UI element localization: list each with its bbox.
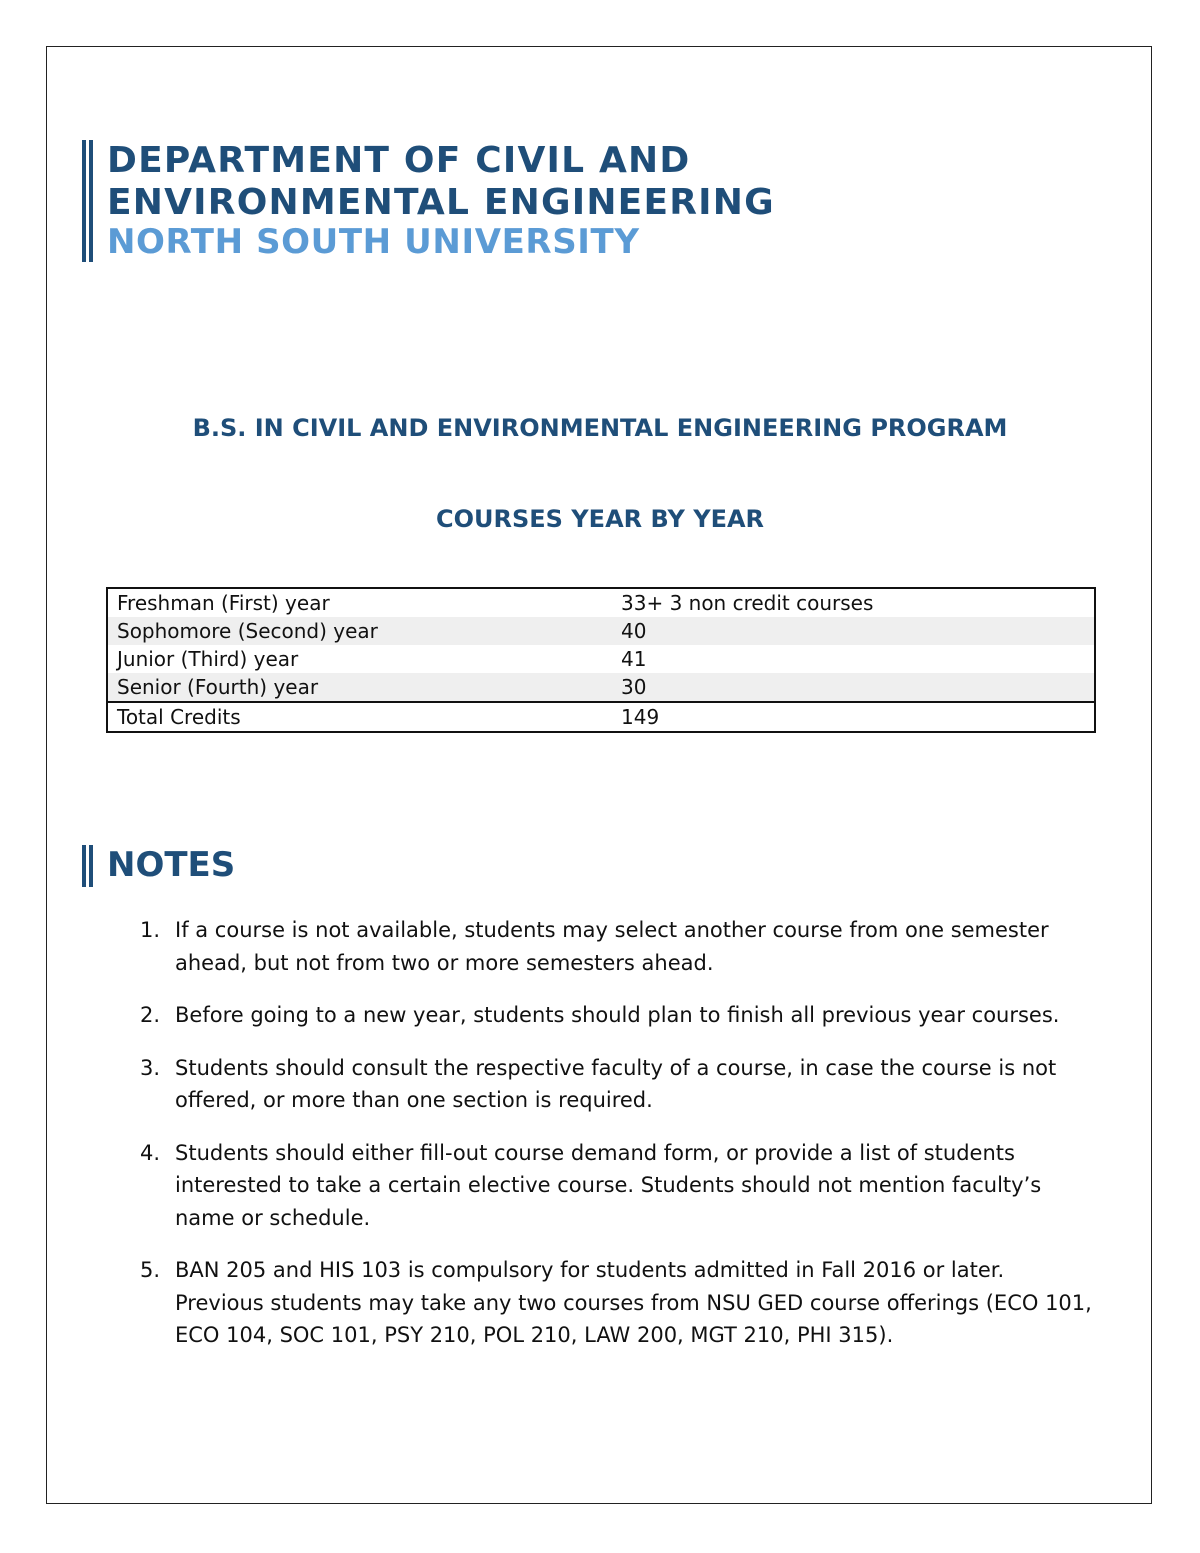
total-label-cell: Total Credits xyxy=(107,702,612,732)
note-text: Students should consult the respective faculty of a course, in case the course is not offered, or more than one section is required. xyxy=(175,1055,1057,1112)
table-row xyxy=(107,617,1095,645)
note-item xyxy=(136,1052,1096,1117)
table-row xyxy=(107,645,1095,673)
notes-heading xyxy=(80,845,480,887)
year-cell: Junior (Third) year xyxy=(117,647,299,671)
credits-cell: 30 xyxy=(612,673,1095,702)
table-row xyxy=(107,588,1095,617)
note-number: 5. xyxy=(140,1258,161,1282)
note-item xyxy=(136,999,1096,1032)
credits-table xyxy=(106,587,1096,733)
notes-title: NOTES xyxy=(107,845,236,885)
note-text: If a course is not available, students may select another course from one semester ahead, but not from two or more semesters ahead. xyxy=(175,918,1049,975)
year-cell: Senior (Fourth) year xyxy=(107,673,612,702)
credits-cell: 41 xyxy=(621,647,647,671)
header-accent-bar xyxy=(80,140,94,262)
credits-cell: 40 xyxy=(612,617,1095,645)
note-item xyxy=(136,1137,1096,1235)
note-number: 3. xyxy=(140,1055,161,1080)
note-text: Before going to a new year, students should plan to finish all previous year courses. xyxy=(175,1003,1060,1027)
total-row xyxy=(107,702,1095,732)
year-cell: Sophomore (Second) year xyxy=(107,617,612,645)
year-cell: Freshman (First) year xyxy=(117,591,330,615)
document-header xyxy=(80,140,980,262)
table-row xyxy=(107,673,1095,702)
note-number: 2. xyxy=(140,1003,161,1027)
notes-list xyxy=(136,914,1096,1372)
courses-title: COURSES YEAR BY YEAR xyxy=(435,505,765,533)
department-title xyxy=(107,140,775,224)
university-title: NORTH SOUTH UNIVERSITY xyxy=(107,222,640,262)
program-title: B.S. IN CIVIL AND ENVIRONMENTAL ENGINEERING PROGRAM xyxy=(192,414,1008,442)
department-title-line2: ENVIRONMENTAL ENGINEERING xyxy=(107,182,775,223)
department-title-line1: DEPARTMENT OF CIVIL AND xyxy=(107,140,691,181)
note-number: 4. xyxy=(140,1140,161,1165)
note-text: Students should either fill-out course demand form, or provide a list of students interested to take a certain elective course. Students should not mention faculty’s name or schedule. xyxy=(175,1140,1042,1230)
note-item xyxy=(136,1254,1096,1352)
credits-cell: 33+ 3 non credit courses xyxy=(621,591,874,615)
note-item xyxy=(136,914,1096,979)
note-number: 1. xyxy=(140,918,161,942)
notes-accent-bar xyxy=(80,845,94,887)
note-text: BAN 205 and HIS 103 is compulsory for students admitted in Fall 2016 or later. Previous students may take any two courses from NSU GED course offerings (ECO 101, ECO 104, SOC 101, PSY 210, POL 210, LAW 200, MGT 210, PHI 315). xyxy=(175,1258,1092,1347)
total-credits-cell: 149 xyxy=(612,702,1095,732)
